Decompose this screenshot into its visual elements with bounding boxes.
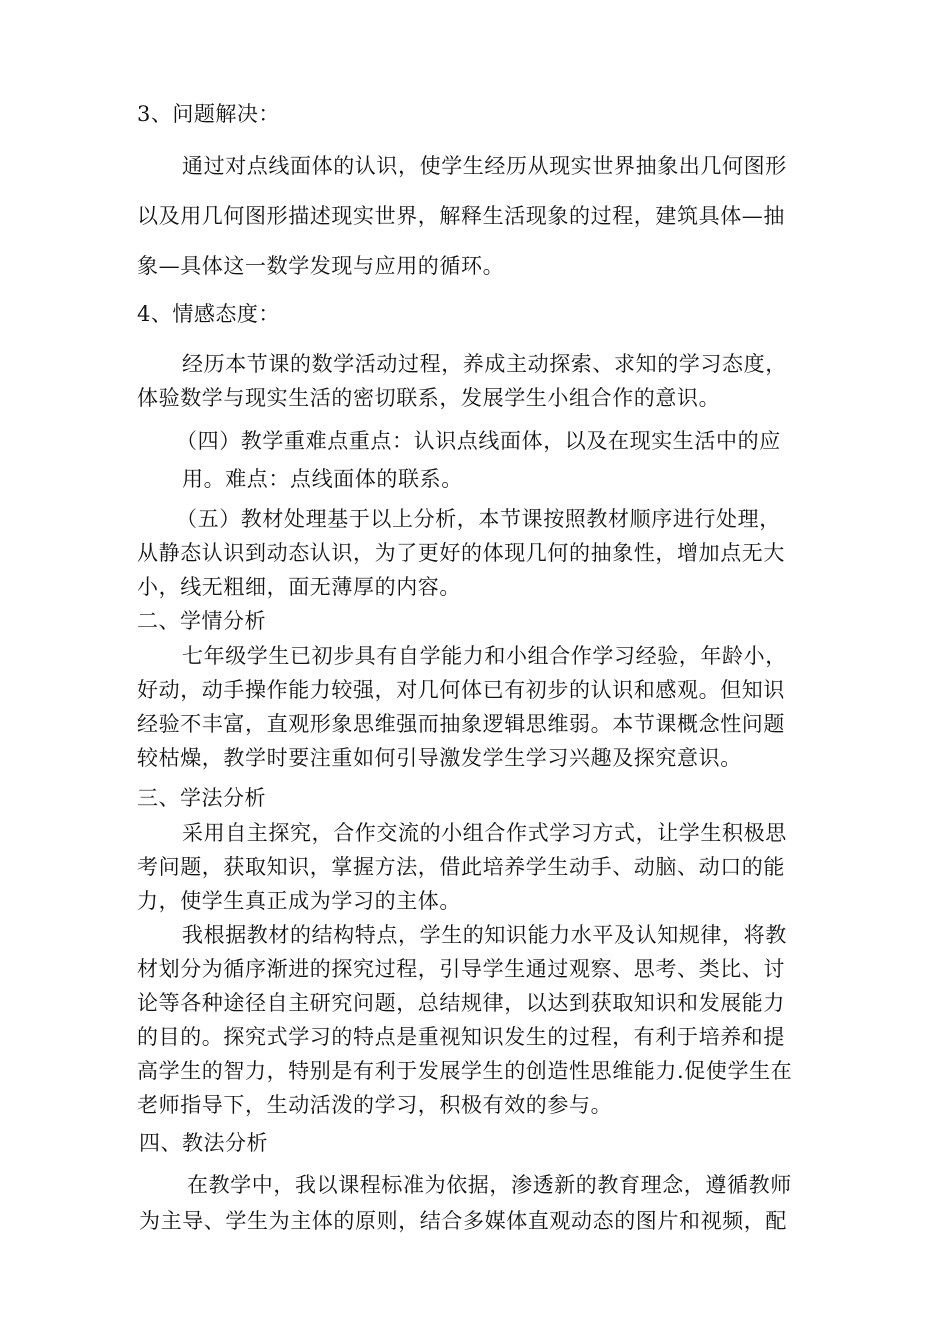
- paragraph-line: 七年级学生已初步具有自学能力和小组合作学习经验，年龄小，: [182, 644, 787, 668]
- paragraph-line: 材划分为循序渐进的探究过程，引导学生通过观察、思考、类比、讨: [137, 957, 785, 981]
- paragraph-line: 以及用几何图形描述现实世界，解释生活现象的过程，建筑具体—抽: [137, 204, 785, 228]
- paragraph-line: 高学生的智力，特别是有利于发展学生的创造性思维能力.促使学生在: [137, 1059, 793, 1083]
- paragraph-line: 老师指导下，生动活泼的学习，积极有效的参与。: [137, 1093, 613, 1117]
- paragraph-line-key-points: （四）教学重难点重点：认识点线面体，以及在现实生活中的应: [176, 429, 781, 453]
- paragraph-line: 从静态认识到动态认识，为了更好的体现几何的抽象性，增加点无大: [137, 541, 785, 565]
- heading-study-method: 三、学法分析: [137, 786, 266, 810]
- heading-problem-solving: 3、问题解决：: [137, 102, 280, 126]
- paragraph-line: 象—具体这一数学发现与应用的循环。: [137, 254, 505, 278]
- paragraph-line: 我根据教材的结构特点，学生的知识能力水平及认知规律，将教: [182, 923, 787, 947]
- heading-learning-analysis: 二、学情分析: [137, 609, 266, 633]
- paragraph-line: 力，使学生真正成为学习的主体。: [137, 889, 461, 913]
- paragraph-line: 的目的。探究式学习的特点是重视知识发生的过程，有利于培养和提: [137, 1025, 785, 1049]
- paragraph-line: 通过对点线面体的认识，使学生经历从现实世界抽象出几何图形: [182, 154, 787, 178]
- paragraph-line: 用。难点：点线面体的联系。: [182, 467, 463, 491]
- heading-teaching-method: 四、教法分析: [139, 1131, 268, 1155]
- paragraph-line: 体验数学与现实生活的密切联系，发展学生小组合作的意识。: [137, 386, 721, 410]
- heading-emotional-attitude: 4、情感态度：: [137, 302, 280, 326]
- paragraph-line: 经历本节课的数学活动过程，养成主动探索、求知的学习态度，: [182, 352, 787, 376]
- paragraph-line: 小，线无粗细，面无薄厚的内容。: [137, 575, 461, 599]
- paragraph-line: 采用自主探究，合作交流的小组合作式学习方式，让学生积极思: [182, 821, 787, 845]
- paragraph-line: 好动，动手操作能力较强，对几何体已有初步的认识和感观。但知识: [137, 678, 785, 702]
- paragraph-line: 经验不丰富，直观形象思维强而抽象逻辑思维弱。本节课概念性问题: [137, 712, 785, 736]
- paragraph-line: 论等各种途径自主研究问题，总结规律，以达到获取知识和发展能力: [137, 991, 785, 1015]
- paragraph-line: 考问题，获取知识，掌握方法，借此培养学生动手、动脑、动口的能: [137, 855, 785, 879]
- paragraph-line: 在教学中，我以课程标准为依据，渗透新的教育理念，遵循教师: [187, 1173, 792, 1197]
- paragraph-line: 较枯燥，教学时要注重如何引导激发学生学习兴趣及探究意识。: [137, 746, 742, 770]
- paragraph-line: 为主导、学生为主体的原则，结合多媒体直观动态的图片和视频，配: [139, 1209, 787, 1233]
- paragraph-line-material-handling: （五）教材处理基于以上分析，本节课按照教材顺序进行处理，: [176, 507, 781, 531]
